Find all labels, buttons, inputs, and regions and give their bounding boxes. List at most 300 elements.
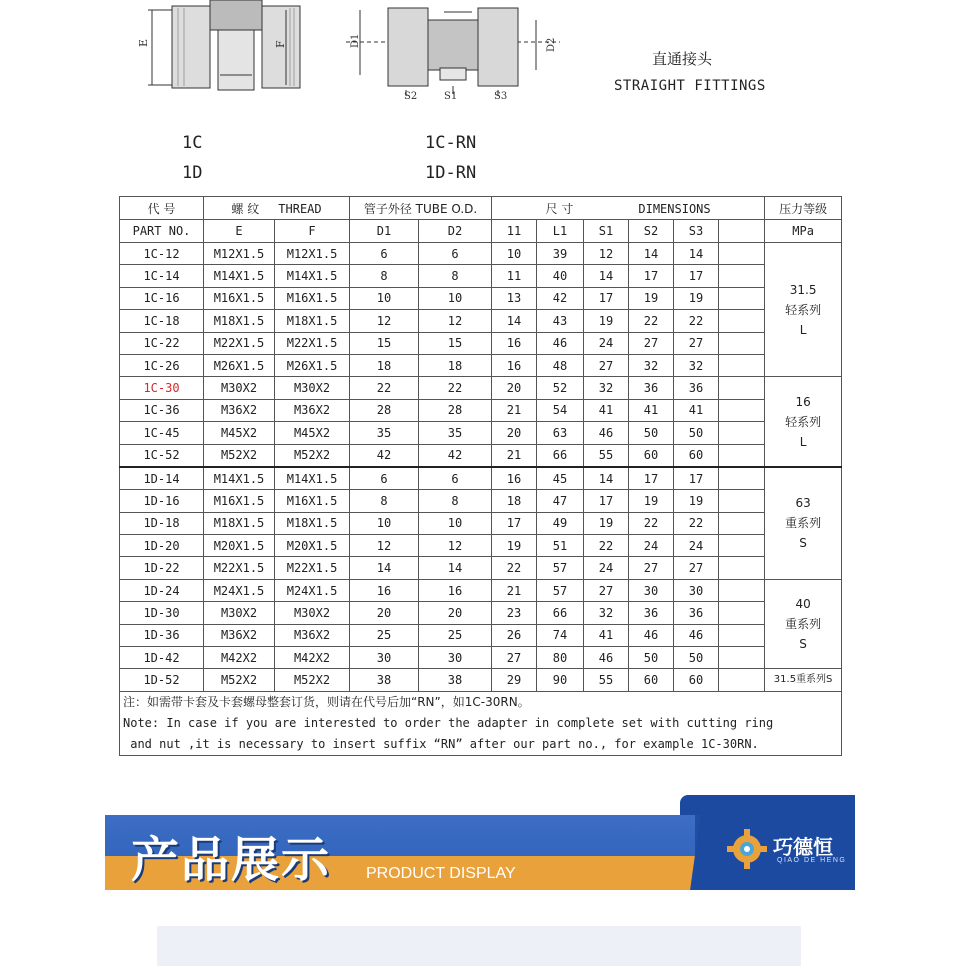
table-cell: 17 — [629, 467, 674, 490]
table-cell: 30 — [674, 579, 719, 601]
table-cell: M30X2 — [204, 377, 275, 399]
table-cell-blank — [719, 669, 765, 691]
table-cell: 66 — [537, 602, 584, 624]
banner-title-cn: 产品展示 — [131, 832, 332, 888]
table-cell: 41 — [674, 399, 719, 421]
table-cell-blank — [719, 444, 765, 467]
table-cell: 16 — [492, 332, 537, 354]
table-cell: M22X1.5 — [204, 557, 275, 579]
table-cell: M30X2 — [275, 602, 350, 624]
table-cell: 32 — [584, 377, 629, 399]
table-row — [120, 602, 842, 624]
table-row — [120, 354, 842, 376]
table-cell: M52X2 — [275, 444, 350, 467]
table-cell: 27 — [492, 647, 537, 669]
table-cell: 25 — [419, 624, 492, 646]
table-cell: 50 — [629, 422, 674, 444]
table-cell: 15 — [350, 332, 419, 354]
table-cell: 17 — [629, 265, 674, 287]
table-cell: 46 — [584, 647, 629, 669]
table-cell: 60 — [629, 444, 674, 467]
table-cell: 26 — [492, 624, 537, 646]
table-cell: 19 — [629, 490, 674, 512]
table-cell: 19 — [674, 287, 719, 309]
banner-title-en: PRODUCT DISPLAY — [366, 865, 516, 882]
table-cell: 42 — [537, 287, 584, 309]
table-cell: M45X2 — [204, 422, 275, 444]
table-cell: M14X1.5 — [275, 265, 350, 287]
table-cell: 22 — [419, 377, 492, 399]
table-cell: M26X1.5 — [204, 354, 275, 376]
table-cell: 1C-30 — [120, 377, 204, 399]
table-cell-blank — [719, 490, 765, 512]
col-s3: S3 — [674, 220, 719, 243]
table-row — [120, 332, 842, 354]
table-cell-blank — [719, 602, 765, 624]
table-cell: 6 — [350, 243, 419, 265]
table-cell: 41 — [584, 399, 629, 421]
table-cell: M52X2 — [275, 669, 350, 691]
table-cell: M12X1.5 — [204, 243, 275, 265]
pressure-rating-p4 — [765, 579, 842, 669]
table-cell: M22X1.5 — [204, 332, 275, 354]
table-cell-blank — [719, 265, 765, 287]
table-cell: 22 — [629, 512, 674, 534]
table-row — [120, 287, 842, 309]
header-pressure: 压力等级 — [765, 197, 842, 220]
pressure-code: L — [799, 434, 807, 449]
table-cell: 12 — [350, 310, 419, 332]
table-cell: M24X1.5 — [204, 579, 275, 601]
table-cell: 36 — [674, 602, 719, 624]
table-row — [120, 265, 842, 287]
table-cell-blank — [719, 579, 765, 601]
table-cell: M18X1.5 — [275, 310, 350, 332]
fitting-title-en: STRAIGHT FITTINGS — [614, 78, 766, 94]
table-cell: 55 — [584, 444, 629, 467]
table-cell: M18X1.5 — [275, 512, 350, 534]
table-cell: M52X2 — [204, 669, 275, 691]
table-cell: 66 — [537, 444, 584, 467]
table-row — [120, 310, 842, 332]
table-row — [120, 669, 842, 691]
pressure-value: 16 — [795, 394, 811, 409]
order-note-en-1: Note: In case if you are interested to order the adapter in complete set with cutting ring — [123, 715, 774, 730]
table-cell: 21 — [492, 444, 537, 467]
table-cell: 24 — [674, 535, 719, 557]
product-image-card — [157, 926, 801, 966]
table-cell: 50 — [674, 422, 719, 444]
table-cell: M24X1.5 — [275, 579, 350, 601]
table-cell: 20 — [492, 377, 537, 399]
table-cell: 12 — [350, 535, 419, 557]
table-cell: 22 — [584, 535, 629, 557]
table-cell: 28 — [350, 399, 419, 421]
dim-label-d2: D2 — [546, 37, 557, 52]
pressure-rating-p5: 31.5重系列S — [765, 669, 842, 691]
table-cell: 45 — [537, 467, 584, 490]
table-cell: 57 — [537, 557, 584, 579]
table-cell-blank — [719, 399, 765, 421]
order-note — [120, 691, 842, 755]
table-cell: 1C-12 — [120, 243, 204, 265]
table-cell: 22 — [492, 557, 537, 579]
pressure-series: 轻系列 — [785, 302, 822, 317]
table-row — [120, 490, 842, 512]
table-cell: 46 — [537, 332, 584, 354]
table-cell-blank — [719, 354, 765, 376]
table-cell: M14X1.5 — [204, 467, 275, 490]
table-cell: 6 — [419, 467, 492, 490]
table-cell: M36X2 — [275, 399, 350, 421]
table-cell: 20 — [350, 602, 419, 624]
table-cell: 27 — [674, 557, 719, 579]
table-cell: M16X1.5 — [275, 287, 350, 309]
table-cell: 25 — [350, 624, 419, 646]
table-cell-blank — [719, 287, 765, 309]
col-e: E — [204, 220, 275, 243]
table-cell: 46 — [629, 624, 674, 646]
series-label-1d: 1D — [182, 163, 203, 183]
fitting-drawing-1c-rn — [340, 0, 570, 110]
dim-label-e: E — [137, 38, 150, 47]
col-blank — [719, 220, 765, 243]
table-cell: 42 — [419, 444, 492, 467]
table-cell: 11 — [492, 265, 537, 287]
table-cell: 36 — [629, 602, 674, 624]
table-cell: 8 — [419, 265, 492, 287]
table-cell: 41 — [629, 399, 674, 421]
table-cell-blank — [719, 243, 765, 265]
pressure-code: S — [799, 536, 807, 551]
table-cell: M36X2 — [204, 624, 275, 646]
table-cell-blank — [719, 647, 765, 669]
table-cell: 18 — [419, 354, 492, 376]
order-note-cn: 注：如需带卡套及卡套螺母整套订货，则请在代号后加“RN”，如1C-30RN。 — [123, 694, 530, 709]
table-cell: 12 — [584, 243, 629, 265]
table-cell-blank — [719, 512, 765, 534]
table-cell: M16X1.5 — [275, 490, 350, 512]
table-cell: 27 — [629, 332, 674, 354]
table-cell: 17 — [584, 287, 629, 309]
col-l1: L1 — [537, 220, 584, 243]
series-label-1c: 1C — [182, 133, 203, 153]
table-cell: M14X1.5 — [204, 265, 275, 287]
table-cell: 1D-24 — [120, 579, 204, 601]
table-cell: 20 — [419, 602, 492, 624]
table-cell: 8 — [350, 490, 419, 512]
table-cell: 15 — [419, 332, 492, 354]
table-cell: 17 — [584, 490, 629, 512]
table-cell: 24 — [584, 557, 629, 579]
table-cell-blank — [719, 377, 765, 399]
table-cell: 21 — [492, 579, 537, 601]
table-cell: 1D-52 — [120, 669, 204, 691]
table-cell: 1D-22 — [120, 557, 204, 579]
pressure-code: S — [799, 637, 807, 652]
table-cell-blank — [719, 422, 765, 444]
table-cell-blank — [719, 310, 765, 332]
table-cell: 1D-36 — [120, 624, 204, 646]
specification-table — [119, 196, 842, 756]
table-cell: 14 — [584, 467, 629, 490]
dim-label-s2: S2 — [404, 91, 418, 102]
table-cell: 16 — [492, 354, 537, 376]
table-row — [120, 467, 842, 490]
table-cell: M22X1.5 — [275, 557, 350, 579]
table-cell: 1C-52 — [120, 444, 204, 467]
table-cell-blank — [719, 535, 765, 557]
pressure-series: 重系列 — [785, 617, 822, 632]
header-dimensions-en: DIMENSIONS — [638, 201, 711, 216]
table-cell: 19 — [629, 287, 674, 309]
table-cell: 46 — [674, 624, 719, 646]
table-cell: 49 — [537, 512, 584, 534]
col-s1: S1 — [584, 220, 629, 243]
table-row — [120, 535, 842, 557]
table-cell: 43 — [537, 310, 584, 332]
table-cell: 35 — [419, 422, 492, 444]
table-row — [120, 624, 842, 646]
col-f: F — [275, 220, 350, 243]
table-cell: 35 — [350, 422, 419, 444]
pressure-value: 63 — [795, 496, 811, 511]
table-cell: M20X1.5 — [204, 535, 275, 557]
table-cell: 60 — [629, 669, 674, 691]
brand-subtitle: QIAO DE HENG — [777, 857, 847, 864]
table-cell: 50 — [629, 647, 674, 669]
table-cell: 42 — [350, 444, 419, 467]
table-cell: 16 — [419, 579, 492, 601]
table-cell: 80 — [537, 647, 584, 669]
table-cell: 28 — [419, 399, 492, 421]
table-cell: 1C-16 — [120, 287, 204, 309]
table-row — [120, 422, 842, 444]
table-cell: 30 — [629, 579, 674, 601]
pressure-rating-p1 — [765, 243, 842, 377]
header-dimensions — [492, 197, 765, 220]
table-cell: 14 — [350, 557, 419, 579]
header-tube-od: 管子外径 TUBE O.D. — [350, 197, 492, 220]
table-cell: 57 — [537, 579, 584, 601]
gear-logo-icon — [725, 827, 769, 871]
table-cell: 50 — [674, 647, 719, 669]
header-thread-en: THREAD — [278, 201, 322, 216]
table-cell: 38 — [350, 669, 419, 691]
table-cell: M18X1.5 — [204, 310, 275, 332]
table-cell: 48 — [537, 354, 584, 376]
table-cell: 16 — [350, 579, 419, 601]
header-thread-cn: 螺 纹 — [231, 201, 260, 216]
table-cell-blank — [719, 624, 765, 646]
table-row — [120, 647, 842, 669]
table-cell: 55 — [584, 669, 629, 691]
col-l: 11 — [492, 220, 537, 243]
table-cell: 32 — [584, 602, 629, 624]
table-cell: M30X2 — [275, 377, 350, 399]
table-cell: 30 — [350, 647, 419, 669]
table-cell: 47 — [537, 490, 584, 512]
table-cell: M16X1.5 — [204, 490, 275, 512]
table-cell: 51 — [537, 535, 584, 557]
table-cell: 19 — [584, 512, 629, 534]
table-row — [120, 512, 842, 534]
table-cell: 8 — [350, 265, 419, 287]
brand-name: 巧德恒 — [773, 835, 833, 859]
table-cell: 32 — [674, 354, 719, 376]
table-cell: M14X1.5 — [275, 467, 350, 490]
header-dimensions-cn: 尺 寸 — [545, 201, 574, 216]
table-cell: M42X2 — [275, 647, 350, 669]
table-cell: M52X2 — [204, 444, 275, 467]
pressure-series: 重系列 — [785, 516, 822, 531]
table-cell: 27 — [584, 354, 629, 376]
table-cell: 6 — [350, 467, 419, 490]
table-cell: 1D-20 — [120, 535, 204, 557]
table-cell: 21 — [492, 399, 537, 421]
fitting-drawing-1c — [130, 0, 310, 100]
table-cell: 19 — [584, 310, 629, 332]
table-cell: 20 — [492, 422, 537, 444]
table-cell: 27 — [629, 557, 674, 579]
pressure-code: L — [799, 322, 807, 337]
col-part-no: PART NO. — [120, 220, 204, 243]
table-cell: 14 — [629, 243, 674, 265]
table-cell: M30X2 — [204, 602, 275, 624]
table-cell: 12 — [419, 310, 492, 332]
pressure-value: 31.5 — [789, 282, 817, 297]
table-cell: 1C-18 — [120, 310, 204, 332]
table-cell: 1D-14 — [120, 467, 204, 490]
table-cell: M20X1.5 — [275, 535, 350, 557]
table-cell: 14 — [674, 243, 719, 265]
table-cell: 1D-16 — [120, 490, 204, 512]
table-cell: 14 — [419, 557, 492, 579]
table-cell: 1C-14 — [120, 265, 204, 287]
table-cell: 10 — [492, 243, 537, 265]
table-cell: 54 — [537, 399, 584, 421]
dim-label-s3: S3 — [494, 91, 508, 102]
table-cell: 16 — [492, 467, 537, 490]
table-cell: M26X1.5 — [275, 354, 350, 376]
table-cell: 1C-26 — [120, 354, 204, 376]
table-cell: M22X1.5 — [275, 332, 350, 354]
table-cell: 14 — [492, 310, 537, 332]
table-cell: 40 — [537, 265, 584, 287]
table-cell: M36X2 — [204, 399, 275, 421]
table-cell: 22 — [629, 310, 674, 332]
table-cell-blank — [719, 467, 765, 490]
table-cell: M45X2 — [275, 422, 350, 444]
table-cell-blank — [719, 557, 765, 579]
table-row — [120, 444, 842, 467]
pressure-value: 40 — [795, 597, 811, 612]
series-label-1d-rn: 1D-RN — [425, 163, 477, 183]
table-cell: 38 — [419, 669, 492, 691]
table-cell: 18 — [492, 490, 537, 512]
table-cell: 17 — [674, 265, 719, 287]
table-cell: 32 — [629, 354, 674, 376]
table-cell: 6 — [419, 243, 492, 265]
table-cell: 1D-42 — [120, 647, 204, 669]
table-cell: 10 — [419, 512, 492, 534]
series-label-1c-rn: 1C-RN — [425, 133, 477, 153]
table-cell: 1D-30 — [120, 602, 204, 624]
dim-label-s1: S1 — [444, 91, 458, 102]
table-cell: 1C-36 — [120, 399, 204, 421]
table-cell: 12 — [419, 535, 492, 557]
table-cell: 24 — [629, 535, 674, 557]
table-cell: 10 — [350, 287, 419, 309]
order-note-en-2: and nut ,it is necessary to insert suffix “RN” after our part no., for example 1C-30RN. — [123, 736, 759, 751]
table-cell: 63 — [537, 422, 584, 444]
product-display-banner — [105, 815, 855, 890]
header-code: 代 号 — [120, 197, 204, 220]
table-cell: M12X1.5 — [275, 243, 350, 265]
table-cell: 36 — [674, 377, 719, 399]
pressure-series: 轻系列 — [785, 414, 822, 429]
table-row — [120, 243, 842, 265]
table-cell: 39 — [537, 243, 584, 265]
table-cell: 52 — [537, 377, 584, 399]
table-cell-blank — [719, 332, 765, 354]
table-cell: 27 — [674, 332, 719, 354]
col-s2: S2 — [629, 220, 674, 243]
table-cell: M18X1.5 — [204, 512, 275, 534]
table-cell: 17 — [492, 512, 537, 534]
table-cell: 1C-45 — [120, 422, 204, 444]
table-cell: 17 — [674, 467, 719, 490]
table-cell: 22 — [674, 310, 719, 332]
table-cell: 8 — [419, 490, 492, 512]
table-cell: 30 — [419, 647, 492, 669]
col-d1: D1 — [350, 220, 419, 243]
fitting-title-cn: 直通接头 — [652, 50, 713, 68]
table-cell: 13 — [492, 287, 537, 309]
table-cell: 36 — [629, 377, 674, 399]
table-cell: 74 — [537, 624, 584, 646]
table-cell: 23 — [492, 602, 537, 624]
table-cell: 18 — [350, 354, 419, 376]
table-row — [120, 399, 842, 421]
table-row — [120, 377, 842, 399]
table-row — [120, 557, 842, 579]
table-cell: 27 — [584, 579, 629, 601]
pressure-rating-p2 — [765, 377, 842, 467]
table-cell: 1D-18 — [120, 512, 204, 534]
pressure-rating-p3 — [765, 467, 842, 579]
table-cell: M42X2 — [204, 647, 275, 669]
table-cell: 24 — [584, 332, 629, 354]
table-cell: M16X1.5 — [204, 287, 275, 309]
table-cell: 90 — [537, 669, 584, 691]
table-cell: 60 — [674, 669, 719, 691]
table-cell: 22 — [350, 377, 419, 399]
table-cell: 10 — [350, 512, 419, 534]
col-mpa: MPa — [765, 220, 842, 243]
table-cell: M36X2 — [275, 624, 350, 646]
table-cell: 29 — [492, 669, 537, 691]
table-cell: 19 — [674, 490, 719, 512]
table-cell: 10 — [419, 287, 492, 309]
table-cell: 22 — [674, 512, 719, 534]
table-cell: 19 — [492, 535, 537, 557]
table-cell: 60 — [674, 444, 719, 467]
table-cell: 41 — [584, 624, 629, 646]
dim-label-d1: D1 — [350, 33, 361, 48]
table-cell: 1C-22 — [120, 332, 204, 354]
table-cell: 46 — [584, 422, 629, 444]
